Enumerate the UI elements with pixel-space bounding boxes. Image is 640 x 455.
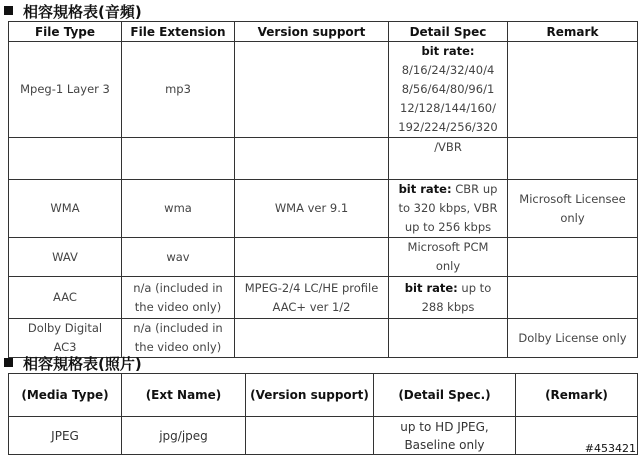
table-row bbox=[9, 42, 638, 138]
cell-file-type: WAV bbox=[9, 238, 122, 277]
cell-file-ext bbox=[122, 138, 235, 180]
ext-line: the video only) bbox=[134, 299, 222, 314]
spec-line: to 320 kbps, VBR bbox=[398, 201, 498, 215]
cell-remark bbox=[508, 42, 638, 138]
audio-compat-table bbox=[8, 21, 638, 358]
cell-detail-spec bbox=[389, 319, 508, 358]
cell-detail-spec bbox=[389, 180, 508, 238]
cell-file-ext bbox=[122, 319, 235, 358]
spec-line: up to 256 kbps bbox=[404, 220, 492, 234]
header-detail-spec: (Detail Spec.) bbox=[374, 374, 516, 417]
spec-line: up to bbox=[457, 280, 492, 295]
watermark-id: #453421 bbox=[584, 442, 636, 455]
cell-version bbox=[246, 417, 374, 455]
table-row bbox=[9, 180, 638, 238]
table-row bbox=[9, 319, 638, 358]
type-line: AC3 bbox=[53, 340, 77, 354]
remark-line: Microsoft Licensee bbox=[519, 191, 626, 206]
spec-bold: bit rate: bbox=[398, 182, 452, 196]
cell-remark bbox=[508, 138, 638, 180]
version-line: MPEG-2/4 LC/HE profile bbox=[244, 280, 379, 295]
ext-line: n/a (included in bbox=[133, 280, 223, 295]
header-remark: Remark bbox=[508, 22, 638, 42]
spec-line: CBR up bbox=[451, 182, 498, 196]
square-bullet-icon bbox=[4, 6, 13, 15]
cell-remark bbox=[508, 277, 638, 319]
spec-line: 8/16/24/32/40/4 bbox=[401, 63, 495, 77]
cell-file-type bbox=[9, 319, 122, 358]
cell-remark bbox=[508, 180, 638, 238]
table-header-row bbox=[9, 374, 638, 417]
cell-detail-spec bbox=[389, 42, 508, 138]
version-line: AAC+ ver 1/2 bbox=[272, 299, 351, 314]
photo-compat-table bbox=[8, 373, 638, 455]
cell-detail-spec bbox=[389, 138, 508, 180]
spec-line: 8/56/64/80/96/1 bbox=[401, 82, 495, 96]
header-media-type: (Media Type) bbox=[9, 374, 122, 417]
cell-version bbox=[235, 42, 389, 138]
cell-detail-spec bbox=[389, 277, 508, 319]
remark-line: only bbox=[560, 210, 585, 225]
cell-file-ext: wav bbox=[122, 238, 235, 277]
cell-version: WMA ver 9.1 bbox=[235, 180, 389, 238]
cell-media-type: JPEG bbox=[9, 417, 122, 455]
header-version-support: (Version support) bbox=[246, 374, 374, 417]
cell-remark: Dolby License only bbox=[508, 319, 638, 358]
header-file-type: File Type bbox=[9, 22, 122, 42]
cell-detail-spec bbox=[374, 417, 516, 455]
header-version-support: Version support bbox=[235, 22, 389, 42]
cell-detail-spec bbox=[389, 238, 508, 277]
header-file-extension: File Extension bbox=[122, 22, 235, 42]
cell-version bbox=[235, 238, 389, 277]
header-detail-spec: Detail Spec bbox=[389, 22, 508, 42]
cell-file-type: Mpeg-1 Layer 3 bbox=[9, 42, 122, 138]
spec-line: 12/128/144/160/ bbox=[400, 101, 496, 115]
photo-section-title: 相容規格表(照片) bbox=[4, 353, 142, 374]
cell-file-ext bbox=[122, 277, 235, 319]
table-row bbox=[9, 277, 638, 319]
spec-line: 288 kbps bbox=[421, 299, 475, 314]
spec-line: only bbox=[435, 259, 461, 273]
table-row bbox=[9, 417, 638, 455]
square-bullet-icon bbox=[4, 358, 13, 367]
header-ext-name: (Ext Name) bbox=[122, 374, 246, 417]
audio-section-title: 相容規格表(音頻) bbox=[4, 1, 142, 22]
spec-line: 192/224/256/320 bbox=[398, 120, 498, 134]
cell-remark bbox=[508, 238, 638, 277]
spec-line: /VBR bbox=[434, 140, 462, 154]
cell-ext-name: jpg/jpeg bbox=[122, 417, 246, 455]
spec-line: up to HD JPEG, bbox=[400, 419, 489, 434]
ext-line: n/a (included in bbox=[133, 321, 223, 335]
cell-version bbox=[235, 319, 389, 358]
header-remark: (Remark) bbox=[516, 374, 638, 417]
spec-line: Baseline only bbox=[404, 437, 485, 452]
table-row bbox=[9, 238, 638, 277]
type-line: Dolby Digital bbox=[27, 321, 103, 335]
cell-file-type: WMA bbox=[9, 180, 122, 238]
spec-bold: bit rate: bbox=[404, 280, 458, 295]
cell-file-type: AAC bbox=[9, 277, 122, 319]
cell-version bbox=[235, 277, 389, 319]
table-header-row bbox=[9, 22, 638, 42]
cell-file-ext: wma bbox=[122, 180, 235, 238]
spec-line: Microsoft PCM bbox=[407, 240, 489, 254]
cell-version bbox=[235, 138, 389, 180]
spec-bold: bit rate: bbox=[421, 44, 475, 58]
table-row bbox=[9, 138, 638, 180]
ext-line: the video only) bbox=[134, 340, 222, 354]
cell-file-ext: mp3 bbox=[122, 42, 235, 138]
cell-file-type bbox=[9, 138, 122, 180]
